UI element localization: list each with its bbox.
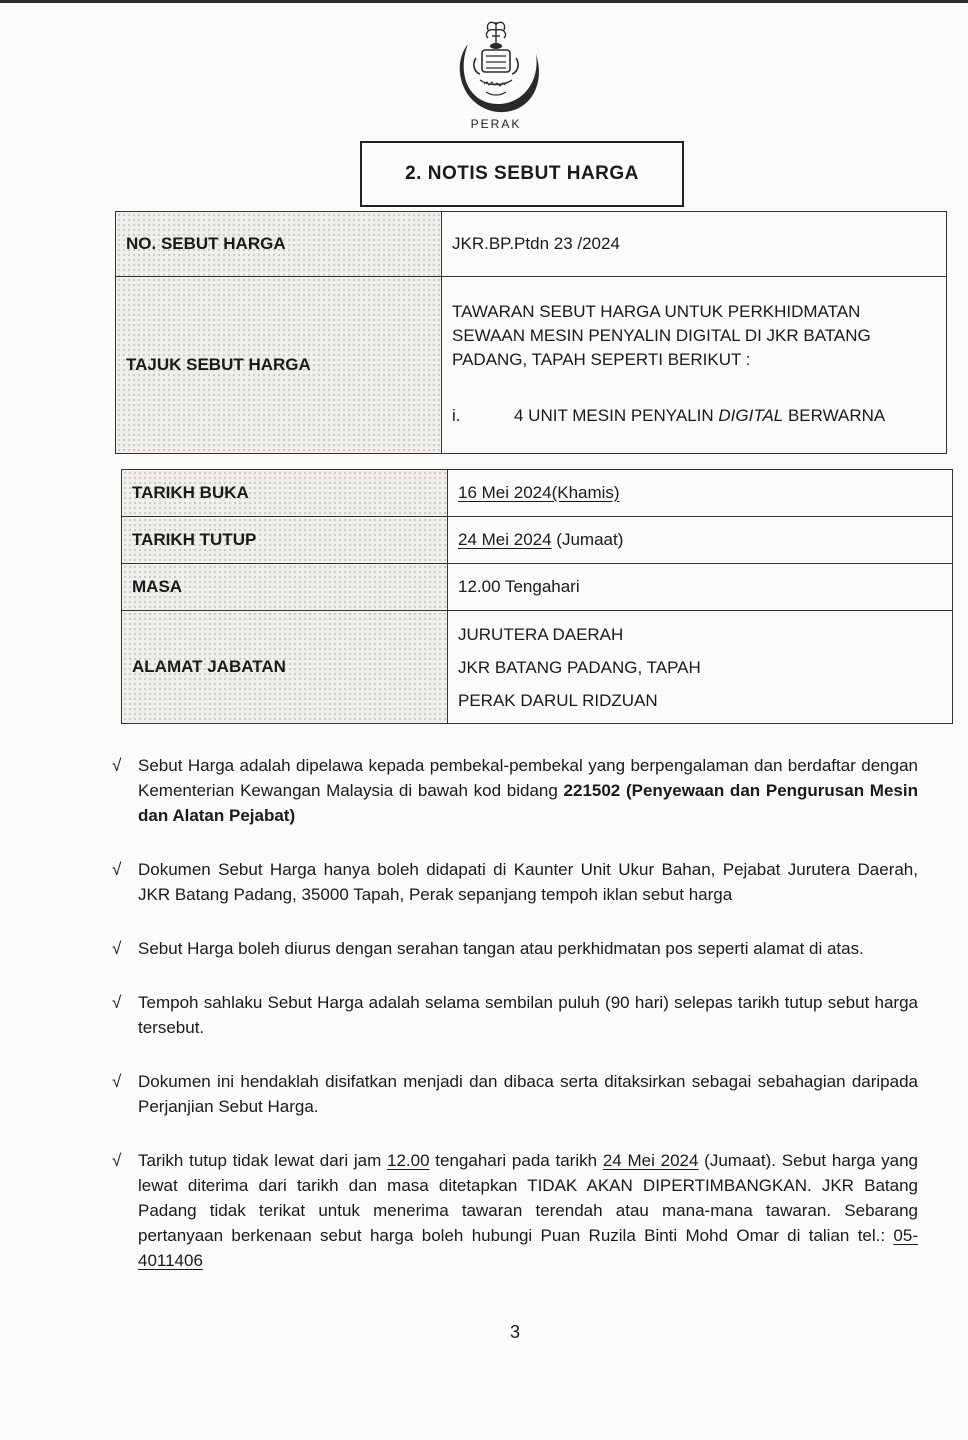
- note-text: tengahari pada tarikh: [429, 1151, 603, 1170]
- checkmark-icon: √: [112, 939, 122, 958]
- address-line: JKR BATANG PADANG, TAPAH: [458, 657, 701, 677]
- note-text: Tarikh tutup tidak lewat dari jam: [138, 1151, 387, 1170]
- checkmark-icon: √: [112, 1072, 122, 1091]
- notice-title-box: [360, 141, 684, 207]
- checkmark-icon: √: [112, 756, 122, 775]
- quotation-subject-label: TAJUK SEBUT HARGA: [116, 277, 442, 454]
- address-line: JURUTERA DAERAH: [458, 624, 624, 644]
- quotation-subject-item: [452, 406, 936, 426]
- close-date-label: TARIKH TUTUP: [122, 517, 448, 564]
- open-date-value: 16 Mei 2024(Khamis): [458, 483, 620, 502]
- perak-state-crest-icon: [448, 14, 544, 132]
- subject-item-text: 4 UNIT MESIN PENYALIN DIGITAL BERWARNA: [514, 406, 886, 425]
- contact-phone: 05-4011406: [138, 1226, 918, 1270]
- close-date-value: 24 Mei 2024: [458, 530, 552, 549]
- note-item: [112, 857, 918, 907]
- note-text: Dokumen Sebut Harga hanya boleh didapati di Kaunter Unit Ukur Bahan, Pejabat Jurutera Daerah, JKR Batang Padang, 35000 Tapah, Perak sepanjang tempoh iklan sebut harga: [138, 860, 918, 904]
- quotation-subject-text: TAWARAN SEBUT HARGA UNTUK PERKHIDMATAN SEWAAN MESIN PENYALIN DIGITAL DI JKR BATANG PADANG, TAPAH SEPERTI BERIKUT :: [452, 302, 871, 369]
- note-text: Tempoh sahlaku Sebut Harga adalah selama sembilan puluh (90 hari) selepas tarikh tutup sebut harga tersebut.: [138, 993, 918, 1037]
- closing-date: 24 Mei 2024: [602, 1151, 699, 1170]
- note-item: [112, 1069, 918, 1119]
- note-bold-text: 221502 (Penyewaan dan Pengurusan Mesin dan Alatan Pejabat): [138, 781, 918, 825]
- checkmark-icon: √: [112, 1151, 122, 1170]
- table-row: [116, 277, 947, 454]
- quotation-number-label: NO. SEBUT HARGA: [116, 212, 442, 277]
- note-item: [112, 753, 918, 828]
- note-text: Dokumen ini hendaklah disifatkan menjadi dan dibaca serta ditaksirkan sebagai sebahagian daripada Perjanjian Sebut Harga.: [138, 1072, 918, 1116]
- closing-time: 12.00: [386, 1151, 430, 1170]
- table-row: [122, 564, 953, 611]
- notice-title: 2. NOTIS SEBUT HARGA: [405, 163, 639, 184]
- checkmark-icon: √: [112, 993, 122, 1012]
- table-row: [122, 517, 953, 564]
- open-date-cell: [448, 470, 953, 517]
- table-row: [116, 212, 947, 277]
- page-top-edge: [0, 0, 968, 3]
- quotation-info-table: [115, 211, 947, 454]
- quotation-subject-cell: [442, 277, 947, 454]
- page-number: 3: [509, 1322, 520, 1342]
- schedule-table: [121, 469, 953, 724]
- close-date-cell: [448, 517, 953, 564]
- table-row: [122, 611, 953, 724]
- note-item: [112, 936, 918, 961]
- quotation-number-value: JKR.BP.Ptdn 23 /2024: [442, 212, 947, 277]
- time-value: 12.00 Tengahari: [448, 564, 953, 611]
- note-text: Sebut Harga boleh diurus dengan serahan tangan atau perkhidmatan pos seperti alamat di atas.: [138, 939, 864, 958]
- crest-label: PERAK: [470, 117, 522, 131]
- open-date-label: TARIKH BUKA: [122, 470, 448, 517]
- address-line: PERAK DARUL RIDZUAN: [458, 690, 658, 710]
- note-item: [112, 990, 918, 1040]
- close-day-value: (Jumaat): [551, 530, 624, 549]
- address-label: ALAMAT JABATAN: [122, 611, 448, 724]
- table-row: [122, 470, 953, 517]
- notes-list: [112, 753, 918, 1302]
- note-text: (Jumaat). Sebut harga yang lewat diterima dari tarikh dan masa ditetapkan TIDAK AKAN DIPERTIMBANGKAN. JKR Batang Padang tidak terikat untuk menerima tawaran terendah atau mana-mana tawaran. Sebarang pertanyaan berkenaan sebut harga boleh hubungi Puan Ruzila Binti Mohd Omar di talian tel.:: [138, 1151, 918, 1245]
- time-label: MASA: [122, 564, 448, 611]
- checkmark-icon: √: [112, 860, 122, 879]
- note-item: [112, 1148, 918, 1273]
- address-cell: [448, 611, 953, 724]
- subject-item-number: i.: [452, 406, 461, 425]
- note-text: Sebut Harga adalah dipelawa kepada pembekal-pembekal yang berpengalaman dan berdaftar dengan Kementerian Kewangan Malaysia di bawah kod bidang: [138, 756, 918, 800]
